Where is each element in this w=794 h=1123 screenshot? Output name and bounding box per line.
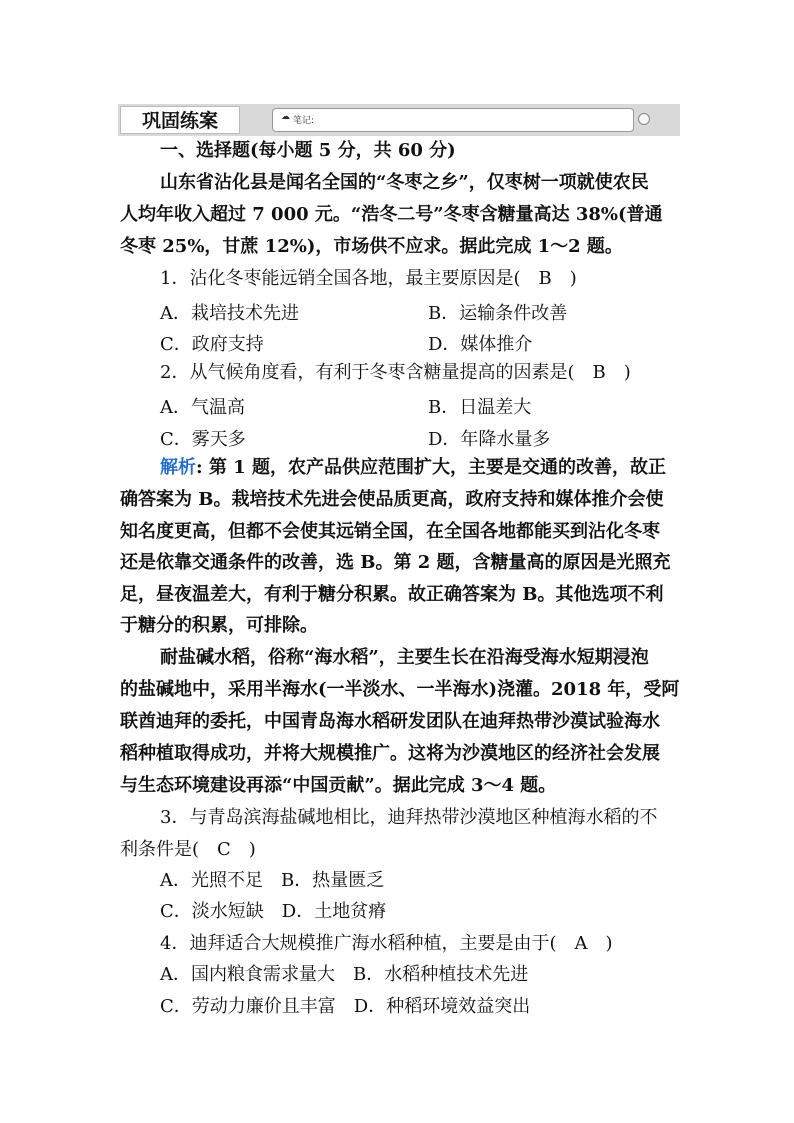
analysis-line4: 还是依靠交通条件的改善，选 B。第 2 题，含糖量高的原因是光照充 (120, 552, 671, 573)
q1-stem: 1．沾化冬枣能远销全国各地，最主要原因是( B ) (160, 268, 577, 289)
q1-option-c: C．政府支持 (160, 334, 264, 355)
notes-field[interactable] (272, 108, 634, 132)
passage2-line2: 的盐碱地中，采用半海水(一半淡水、一半海水)浇灌。2018 年，受阿 (120, 679, 680, 700)
section-title: 一、选择题(每小题 5 分，共 60 分) (160, 140, 456, 161)
q4-options-ab: A．国内粮食需求量大 B．水稻种植技术先进 (160, 964, 529, 985)
q2-option-a: A．气温高 (160, 397, 245, 418)
analysis-line2: 确答案为 B。栽培技术先进会使品质更高，政府支持和媒体推介会使 (120, 489, 664, 510)
analysis-line1 (160, 457, 666, 479)
analysis-label: 解析 (160, 457, 196, 478)
q2-option-d: D．年降水量多 (428, 429, 551, 450)
analysis-line5: 足，昼夜温差大，有利于糖分积累。故正确答案为 B。其他选项不利 (120, 584, 664, 605)
passage2-line1: 耐盐碱水稻，俗称“海水稻”，主要生长在沿海受海水短期浸泡 (160, 647, 649, 668)
q2-stem: 2．从气候角度看，有利于冬枣含糖量提高的因素是( B ) (160, 362, 631, 383)
analysis-line3: 知名度更高，但都不会使其远销全国，在全国各地都能买到沾化冬枣 (120, 521, 660, 542)
cloud-icon: ☁ (281, 112, 290, 122)
q1-option-b: B．运输条件改善 (428, 303, 568, 324)
passage2-line4: 稻种植取得成功，并将大规模推广。这将为沙漠地区的经济社会发展 (120, 743, 660, 764)
q3-options-cd: C．淡水短缺 D．土地贫瘠 (160, 901, 387, 922)
q4-stem: 4．迪拜适合大规模推广海水稻种植，主要是由于( A ) (160, 933, 613, 954)
notes-button[interactable] (638, 113, 650, 125)
q4-options-cd: C．劳动力廉价且丰富 D．种稻环境效益突出 (160, 996, 531, 1017)
q1-option-a: A．栽培技术先进 (160, 303, 299, 324)
passage2-line3: 联酋迪拜的委托，中国青岛海水稻研发团队在迪拜热带沙漠试验海水 (120, 711, 660, 732)
analysis-line6: 于糖分的积累，可排除。 (120, 615, 318, 636)
q3-stem-line2: 利条件是( C ) (120, 839, 256, 860)
q1-option-d: D．媒体推介 (428, 334, 533, 355)
q3-options-ab: A．光照不足 B．热量匮乏 (160, 870, 385, 891)
notes-label: 笔记: (293, 116, 315, 126)
passage1-line3: 冬枣 25%，甘蔗 12%)，市场供不应求。据此完成 1～2 题。 (120, 236, 623, 257)
passage1-line2: 人均年收入超过 7 000 元。“浩冬二号”冬枣含糖量高达 38%(普通 (120, 204, 663, 225)
analysis-text: : 第 1 题，农产品供应范围扩大，主要是交通的改善，故正 (196, 457, 666, 478)
q2-option-b: B．日温差大 (428, 397, 532, 418)
passage1-line1: 山东省沾化县是闻名全国的“冬枣之乡”，仅枣树一项就使农民 (160, 172, 649, 193)
q3-stem-line1: 3．与青岛滨海盐碱地相比，迪拜热带沙漠地区种植海水稻的不 (160, 807, 658, 828)
q2-option-c: C．雾天多 (160, 429, 246, 450)
page-title: 巩固练案 (120, 106, 240, 134)
passage2-line5: 与生态环境建设再添“中国贡献”。据此完成 3～4 题。 (120, 775, 557, 796)
